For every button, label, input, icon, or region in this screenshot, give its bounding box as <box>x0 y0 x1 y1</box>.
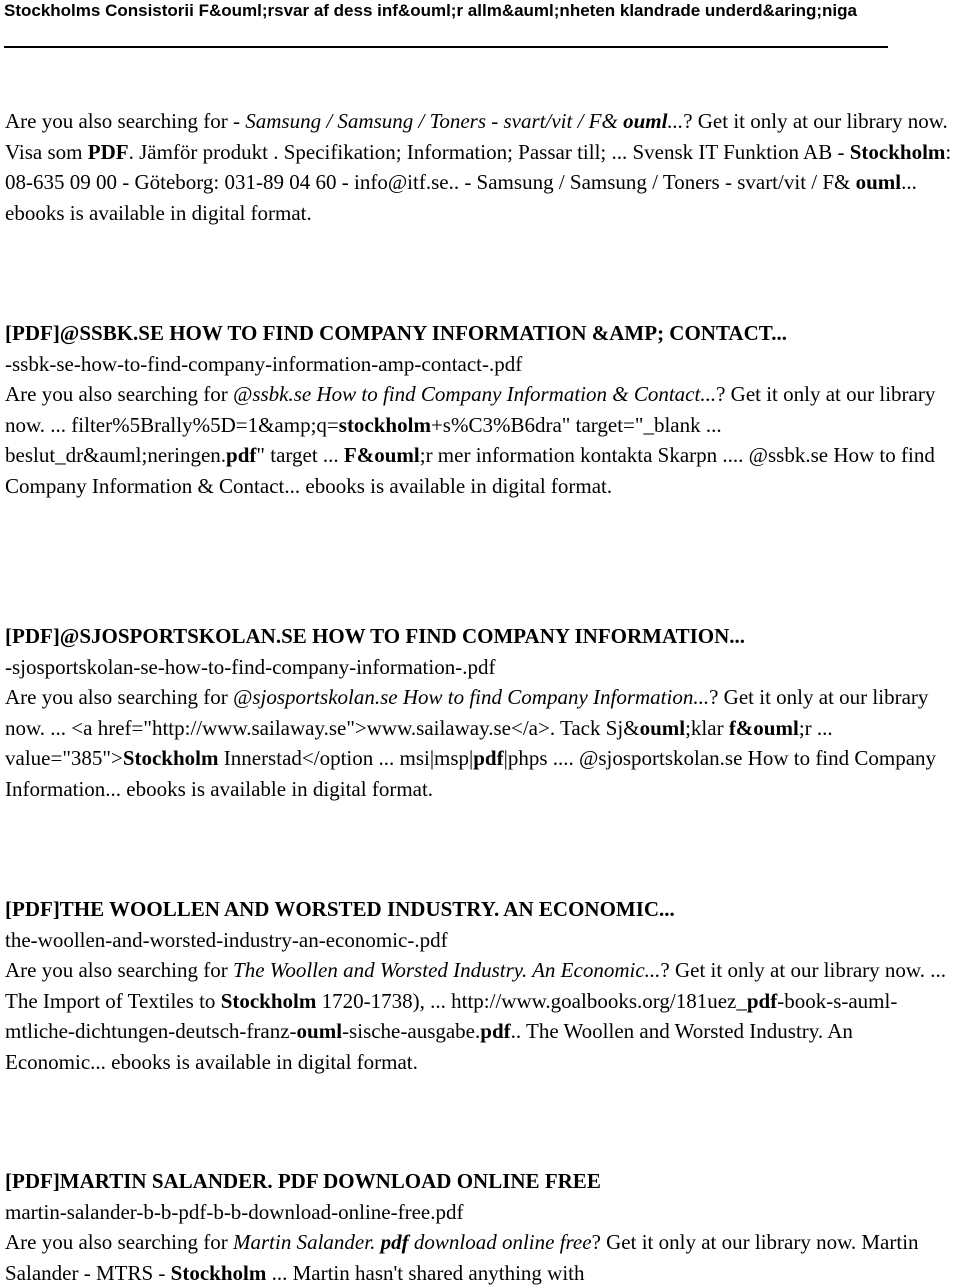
text-run: The Woollen and Worsted Industry. An Economic... <box>233 958 661 982</box>
text-run: PDF <box>87 139 129 164</box>
text-run: ? Get it only at our library now. ... <a href="http://www.sailaway.se">www.sailaway.se</a>. Tack Sj& <box>5 685 929 740</box>
text-run: pdf <box>226 443 257 467</box>
text-run: 1720-1738), ... http://www.goalbooks.org/181uez_ <box>316 988 747 1013</box>
result-entry <box>5 1166 955 1288</box>
text-run: @ssbk.se How to find Company Information & Contact... <box>233 382 717 406</box>
text-run: ;r ... value="385"> <box>5 715 833 770</box>
text-run: stockholm <box>338 412 431 437</box>
document-header <box>0 0 960 26</box>
result-description <box>5 955 955 1077</box>
text-run: . Jämför produkt . Specifikation; Information; Passar till; ... Svensk IT Funktion AB - <box>128 139 850 164</box>
header-divider <box>4 46 888 48</box>
text-run: : 08-635 09 00 - Göteborg: 031-89 04 60 - info@itf.se.. - Samsung / Samsung / Toners - svart/vit / F& <box>5 139 952 194</box>
result-filename: -ssbk-se-how-to-find-company-information-amp-contact-.pdf <box>5 351 523 376</box>
result-title[interactable]: [PDF]@SSBK.SE HOW TO FIND COMPANY INFORMATION &AMP; CONTACT... <box>5 321 787 345</box>
text-run: ouml <box>296 1019 343 1043</box>
result-filename: -sjosportskolan-se-how-to-find-company-information-.pdf <box>5 654 496 679</box>
result-description <box>5 682 955 804</box>
result-filename: the-woollen-and-worsted-industry-an-economic-.pdf <box>5 927 448 952</box>
text-run: @sjosportskolan.se How to find Company Information... <box>233 685 710 709</box>
text-run: ... Martin hasn't shared anything with <box>266 1260 585 1285</box>
result-filename: martin-salander-b-b-pdf-b-b-download-online-free.pdf <box>5 1199 464 1224</box>
text-run: Samsung / Samsung / Toners - svart/vit / F& <box>245 109 624 133</box>
text-run: " target ... <box>256 443 344 467</box>
result-entry <box>5 894 955 1077</box>
text-run: Are you also searching for - <box>5 109 246 133</box>
text-run: ouml <box>855 170 902 194</box>
text-run: Are you also searching for <box>5 958 234 982</box>
text-run: .. The Woollen and Worsted Industry. An Economic... ebooks is available in digital format. <box>5 1019 853 1074</box>
text-run: ? Get it only at our library now. ... filter%5Brally%5D=1&amp;q= <box>5 382 936 437</box>
result-title[interactable]: [PDF]THE WOOLLEN AND WORSTED INDUSTRY. AN ECONOMIC... <box>5 897 675 921</box>
result-title[interactable]: [PDF]MARTIN SALANDER. PDF DOWNLOAD ONLINE FREE <box>5 1169 601 1193</box>
text-run: ? Get it only at our library now. Martin Salander - MTRS - <box>5 1230 919 1285</box>
text-run: pdf <box>746 988 778 1013</box>
result-title[interactable]: [PDF]@SJOSPORTSKOLAN.SE HOW TO FIND COMPANY INFORMATION... <box>5 624 746 648</box>
text-run: -book-s-auml-mtliche-dichtungen-deutsch-franz- <box>5 988 898 1043</box>
text-run: Innerstad</option ... msi|msp| <box>218 746 474 770</box>
text-run: f&ouml <box>728 715 799 740</box>
text-run: F&ouml <box>343 443 420 467</box>
text-run: ouml <box>623 109 668 133</box>
result-description <box>5 106 955 228</box>
text-run: ;klar <box>685 715 729 740</box>
text-run: Stockholm <box>849 139 946 164</box>
text-run: Stockholm <box>122 746 219 770</box>
text-run: ? Get it only at our library now. ... The Import of Textiles to <box>5 958 946 1013</box>
result-entry <box>5 106 955 228</box>
text-run: Are you also searching for <box>5 1230 234 1254</box>
text-run: +s%C3%B6dra" target="_blank ... beslut_dr&auml;neringen. <box>5 412 722 467</box>
text-run: ouml <box>639 715 686 740</box>
text-run: Stockholm <box>170 1260 267 1285</box>
result-description <box>5 379 955 501</box>
text-run: pdf <box>380 1230 409 1254</box>
text-run: |phps .... @sjosportskolan.se How to find Company Information... ebooks is available in digital format. <box>5 746 937 801</box>
text-run: Martin Salander. <box>233 1230 381 1254</box>
text-run: ... ebooks is available in digital format. <box>5 170 917 225</box>
result-entry <box>5 318 955 501</box>
text-run: Are you also searching for <box>5 685 234 709</box>
result-entry <box>5 621 955 804</box>
text-run: pdf <box>480 1019 511 1043</box>
text-run: ? Get it only at our library now. Visa som <box>5 109 948 164</box>
document-title: Stockholms Consistorii F&ouml;rsvar af dess inf&ouml;r allm&auml;nheten klandrade underd&aring;niga <box>4 1 857 20</box>
text-run: download online free <box>408 1230 592 1254</box>
text-run: pdf <box>473 746 504 770</box>
text-run: -sische-ausgabe. <box>342 1019 481 1043</box>
text-run: Are you also searching for <box>5 382 234 406</box>
text-run: Stockholm <box>220 988 317 1013</box>
text-run: ;r mer information kontakta Skarpn .... @ssbk.se How to find Company Information & Contact... ebooks is available in digital format. <box>5 443 935 498</box>
text-run: ... <box>667 109 684 133</box>
result-description <box>5 1227 955 1288</box>
